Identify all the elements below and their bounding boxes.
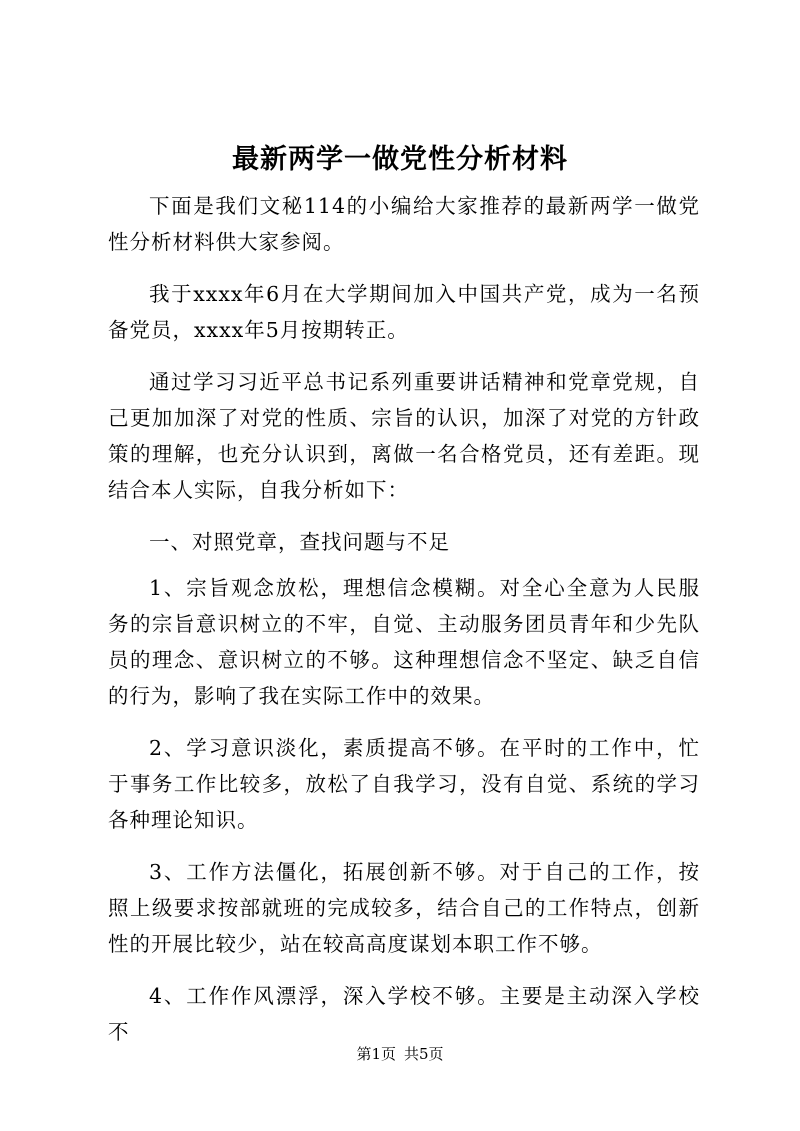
page-number: 第1页 [356, 1045, 396, 1063]
issue-3-paragraph: 3、工作方法僵化，拓展创新不够。对于自己的工作，按照上级要求按部就班的完成较多，结合自己的工作特点，创新性的开展比较少，站在较高高度谋划本职工作不够。 [108, 860, 700, 956]
document-body [108, 188, 700, 1066]
page-footer [0, 1044, 800, 1064]
intro-paragraph: 下面是我们文秘114的小编给大家推荐的最新两学一做党性分析材料供大家参阅。 [108, 194, 700, 254]
party-membership-paragraph: 我于xxxx年6月在大学期间加入中国共产党，成为一名预备党员，xxxx年5月按期转正。 [108, 282, 700, 342]
section-heading: 一、对照党章，查找问题与不足 [149, 530, 450, 554]
page-total: 共5页 [404, 1045, 444, 1063]
issue-4-paragraph: 4、工作作风漂浮，深入学校不够。主要是主动深入学校不 [108, 984, 700, 1044]
document-title: 最新两学一做党性分析材料 [232, 144, 568, 175]
issue-2-paragraph: 2、学习意识淡化，素质提高不够。在平时的工作中，忙于事务工作比较多，放松了自我学习，没有自觉、系统的学习各种理论知识。 [108, 736, 700, 832]
study-reflection-paragraph: 通过学习习近平总书记系列重要讲话精神和党章党规，自己更加加深了对党的性质、宗旨的认识，加深了对党的方针政策的理解，也充分认识到，离做一名合格党员，还有差距。现结合本人实际，自我分析如下： [108, 370, 700, 502]
issue-1-paragraph: 1、宗旨观念放松，理想信念模糊。对全心全意为人民服务的宗旨意识树立的不牢，自觉、主动服务团员青年和少先队员的理念、意识树立的不够。这种理想信念不坚定、缺乏自信的行为，影响了我在实际工作中的效果。 [108, 576, 700, 708]
